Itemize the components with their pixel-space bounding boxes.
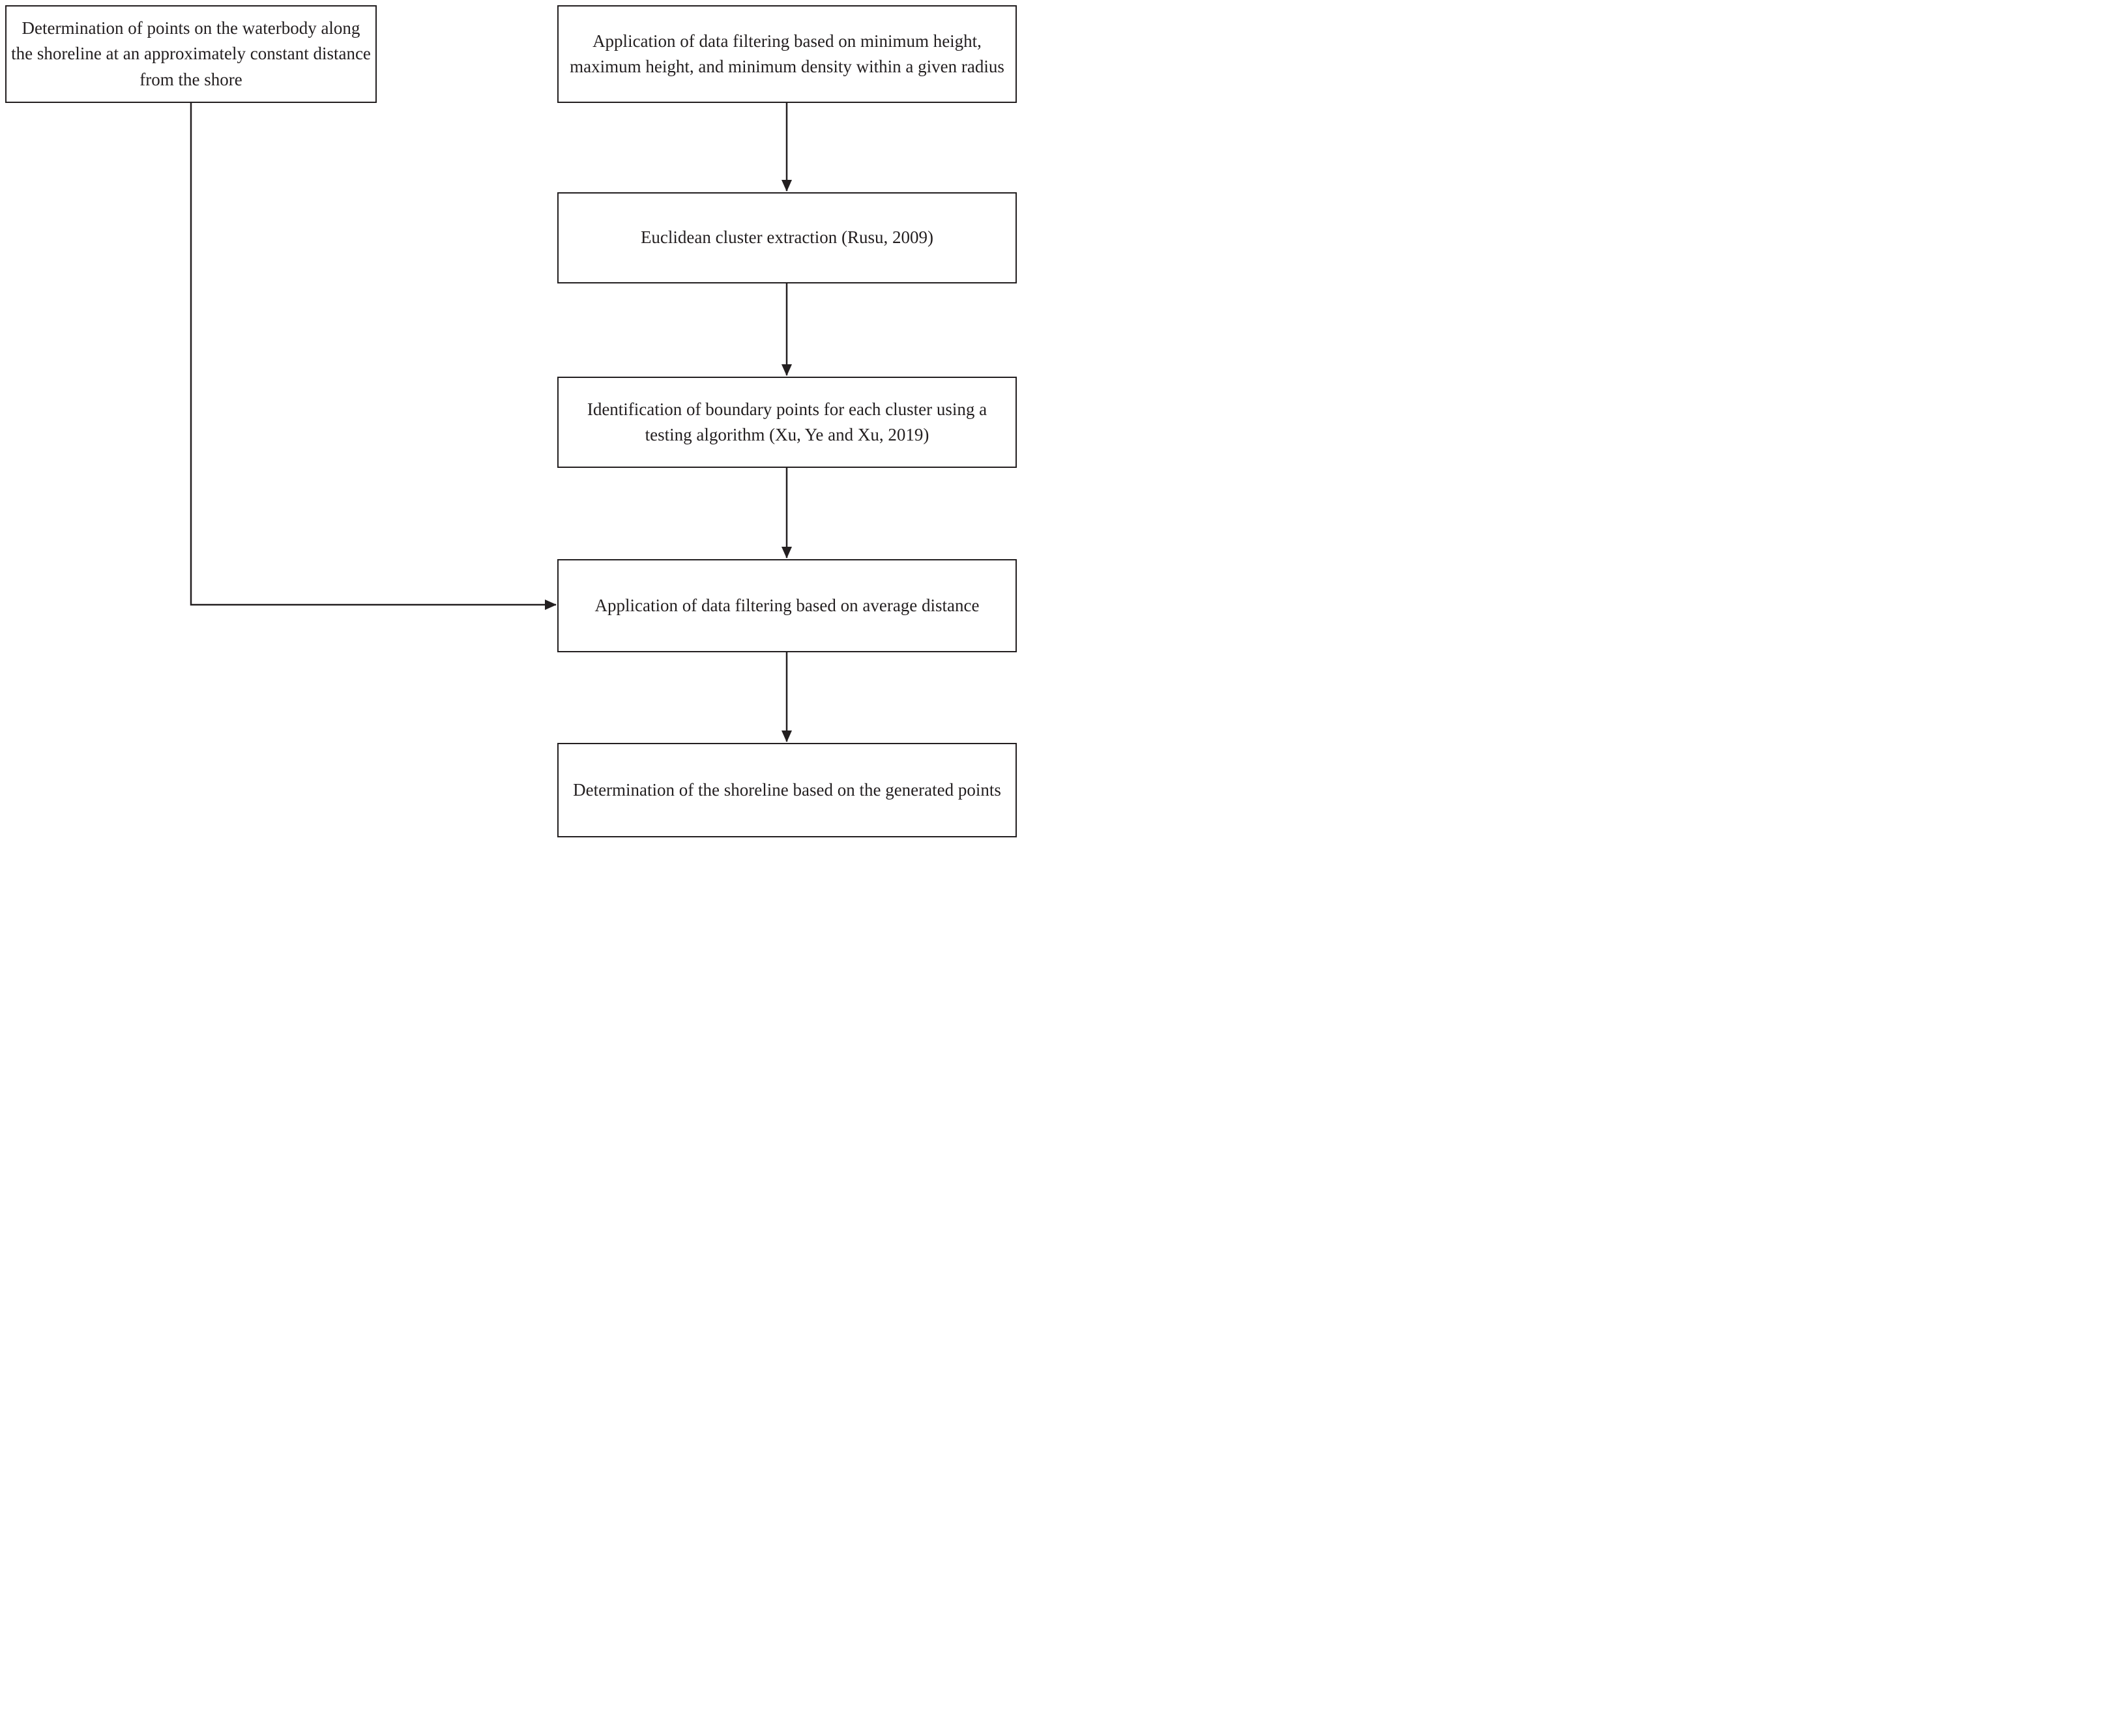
flow-box-boundary-points: [557, 377, 1017, 468]
flow-box-euclidean-cluster-label: Euclidean cluster extraction (Rusu, 2009): [640, 227, 934, 248]
flow-box-waterbody-points-label: Determination of points on the waterbody along the shoreline at an approximately constant distance from the shore: [11, 18, 371, 89]
flowchart-canvas: [0, 0, 1052, 868]
flow-box-filter-avg-distance-label: Application of data filtering based on average distance: [594, 595, 980, 615]
flow-box-filter-height-density-label: Application of data filtering based on minimum height, maximum height, and minimum density within a given radius: [570, 31, 1004, 76]
flow-box-euclidean-cluster: [557, 192, 1017, 283]
arrow-waterbody-to-avgfilter: [191, 103, 556, 605]
flow-box-boundary-points-label: Identification of boundary points for each cluster using a testing algorithm (Xu, Ye and Xu, 2019): [587, 399, 987, 444]
flow-box-waterbody-points: [5, 5, 377, 103]
flow-box-shoreline-determination-label: Determination of the shoreline based on the generated points: [573, 779, 1001, 800]
flow-box-shoreline-determination: [557, 743, 1017, 837]
flow-box-filter-avg-distance: [557, 559, 1017, 652]
flow-box-filter-height-density: [557, 5, 1017, 103]
